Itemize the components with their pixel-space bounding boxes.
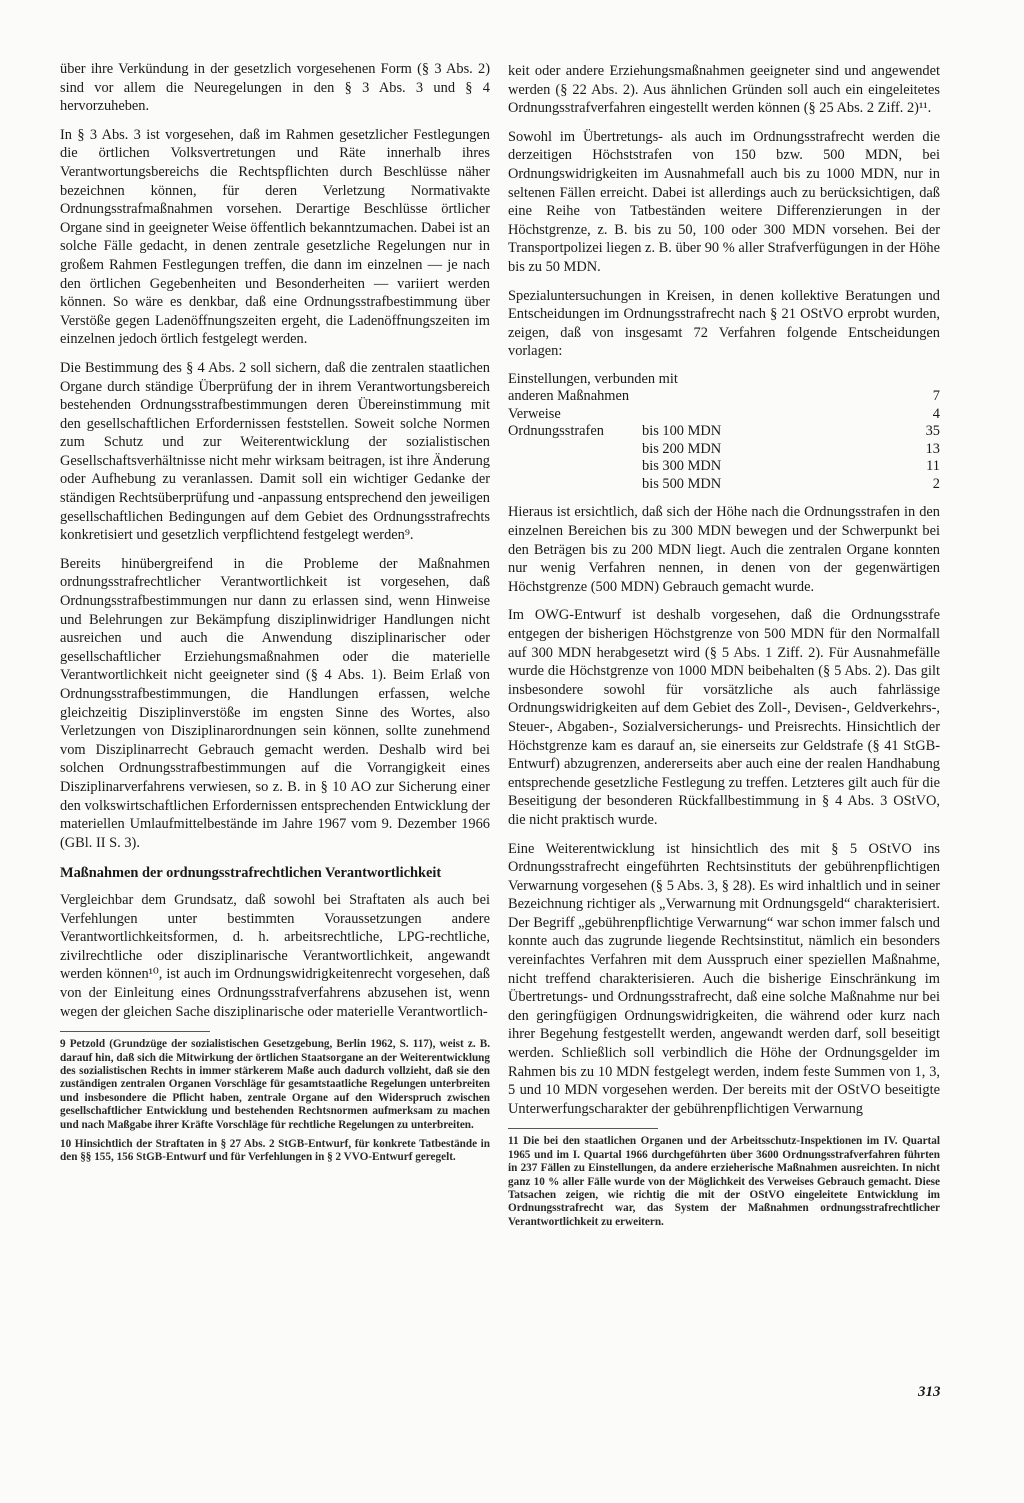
footnote-10: 10 Hinsichtlich der Straftaten in § 27 Abs. 2 StGB-Entwurf, für konkrete Tatbestände in den §§ 155, 156 StGB-Entwurf und für Verfehlungen in § 2 VVO-Entwurf geregelt. — [60, 1137, 490, 1164]
table-cell-range: bis 500 MDN — [642, 475, 722, 492]
paragraph: Hieraus ist ersichtlich, daß sich der Höhe nach die Ordnungsstrafen in den einzelnen Bereichen bis zu 300 MDN bewegen und der Schwerpunkt bei den Beträgen bis zu 200 MDN liegt. Auch die zentralen Organe konnten nur wenig Verfahren nennen, in denen von der gegenwärtigen Höchstgrenze (500 MDN) Gebrauch gemacht wurde. — [508, 504, 940, 595]
paragraph: Bereits hinübergreifend in die Probleme der Maßnahmen ordnungsstrafrechtlicher Verantwortlichkeit ist vorgesehen, daß Ordnungsstrafbestimmungen nur dann zu erlassen sind, wenn Hinweise und Belehrungen zur Bekämpfung disziplinwidriger Handlungen nicht ausreichen und auch die Anwendung disziplinarischer oder gesellschaftlicher Erziehungsmaßnahmen oder die materielle Verantwortlichkeit nicht geeigneter sind (§ 4 Abs. 1). Beim Erlaß von Ordnungsstrafbestimmungen, die Handlungen erfassen, welche gleichzeitig Disziplinverstöße im engsten Sinne des Wortes, also Verletzungen von Disziplinarordnungen sein können, sollte zunehmend vom Disziplinarrecht Gebrauch gemacht werden. Deshalb wird bei solchen Ordnungsstrafbestimmungen auf die Vorrangigkeit eines Disziplinarverfahrens verwiesen, so z. B. in § 10 AO zur Sicherung einer den volkswirtschaftlichen Erfordernissen entsprechenden Entwicklung der materiellen Umlaufmittelbestände im Jahre 1967 vom 9. Dezember 1966 (GBl. II S. 3). — [60, 555, 490, 851]
table-cell-count: 7 — [932, 388, 940, 405]
table-row — [508, 423, 940, 441]
footnote-divider — [60, 1031, 210, 1032]
table-cell-label: Ordnungsstrafen — [508, 423, 604, 440]
paragraph: Sowohl im Übertretungs- als auch im Ordnungsstrafrecht werden die derzeitigen Höchststrafen von 150 bzw. 500 MDN, bei Ordnungswidrigkeiten im Ausnahmefall auch bis zu 1000 MDN, nur in seltenen Fällen erreicht. Dabei ist allerdings auch zu berücksichtigen, daß eine Reihe von Tatbeständen weitere Differenzierungen in der Höchstgrenze, z. B. bis zu 50, 100 oder 300 MDN vorsehen. Bei der Transportpolizei liegen z. B. über 90 % aller Strafverfügungen in der Höhe bis zu 50 MDN. — [508, 128, 940, 275]
table-row — [508, 371, 940, 389]
table-cell-label — [508, 458, 642, 476]
table-cell-count: 2 — [932, 475, 940, 492]
table-cell-label: Verweise — [508, 405, 561, 422]
table-cell-count: 35 — [925, 423, 940, 440]
table-row — [508, 406, 940, 424]
table-cell-range: bis 300 MDN — [642, 458, 722, 475]
table-row — [508, 458, 940, 476]
paragraph: keit oder andere Erziehungsmaßnahmen geeigneter sind und angewendet werden (§ 22 Abs. 2). Aus ähnlichen Gründen soll auch ein eingeleitetes Ordnungsstrafverfahren eingestellt werden können (§ 25 Abs. 2 Ziff. 2)¹¹. — [508, 63, 940, 117]
footnote-9: 9 Petzold (Grundzüge der sozialistischen Gesetzgebung, Berlin 1962, S. 117), weist z. B. darauf hin, daß sich die Mitwirkung der örtlichen Staatsorgane an der Weiterentwicklung des sozialistischen Rechts in immer stärkerem Maße auch dadurch vollzieht, daß sie den zuständigen zentralen Organen Vorschläge für gesamtstaatliche Regelungen unterbreiten und insbesondere die Pflicht haben, zentrale Organe auf den Widerspruch zwischen gesellschaftlicher Entwicklung und bestehenden Rechtsnormen aufmerksam zu machen und nach Maßgabe ihrer Kräfte Vorschläge für rechtliche Regelungen zu unterbreiten. — [60, 1038, 490, 1131]
left-column — [60, 60, 490, 1171]
decisions-table — [508, 371, 940, 494]
table-row — [508, 388, 940, 406]
right-column — [508, 62, 940, 1235]
table-cell-label: Einstellungen, verbunden mit — [508, 370, 678, 387]
table-cell-range: bis 200 MDN — [642, 440, 722, 457]
footnote-11: 11 Die bei den staatlichen Organen und der Arbeitsschutz-Inspektionen im IV. Quartal 1965 und im I. Quartal 1966 durchgeführten über 3600 Ordnungsstrafverfahren führten in 237 Fällen zu Einstellungen, da andere erzieherische Maßnahmen ausreichten. In nicht ganz 10 % aller Fälle wurde von der Möglichkeit des Verweises Gebrauch gemacht. Diese Tatsachen zeigen, wie richtig die mit der OStVO eingeleitete Entwicklung im Ordnungsstrafrecht war, das System der Maßnahmen ordnungsstrafrechtlicher Verantwortlichkeit zu erweitern. — [508, 1135, 940, 1228]
paragraph: Die Bestimmung des § 4 Abs. 2 soll sichern, daß die zentralen staatlichen Organe durch ständige Überprüfung der in ihrem Verantwortungsbereich bestehenden Ordnungsstrafbestimmungen deren Übereinstimmung mit den gesellschaftlichen Erfordernissen feststellen. Soweit solche Normen zum Schutz und zur Weiterentwicklung der sozialistischen Gesellschaftsverhältnisse nicht mehr wirksam beitragen, ist ihre Änderung oder Aufhebung zu veranlassen. Damit soll ein wichtiger Gedanke der ständigen Rechtsüberprüfung und -anpassung entsprechend den jeweiligen gesellschaftlichen Bedingungen auf dem Gebiet des Ordnungsstrafrechts konkretisiert und gesetzlich verpflichtend festgelegt werden⁹. — [60, 359, 490, 544]
table-row — [508, 476, 940, 494]
section-heading: Maßnahmen der ordnungsstrafrechtlichen Verantwortlichkeit — [60, 865, 442, 882]
table-cell-count: 11 — [926, 458, 940, 475]
paragraph: über ihre Verkündung in der gesetzlich vorgesehenen Form (§ 3 Abs. 2) sind vor allem die Neuregelungen in den § 3 Abs. 3 und § 4 hervorzuheben. — [60, 61, 490, 115]
paragraph: In § 3 Abs. 3 ist vorgesehen, daß im Rahmen gesetzlicher Festlegungen die örtlichen Volksvertretungen und Räte innerhalb ihres Verantwortungsbereichs die Rechtspflichten durch Beschlüsse näher bezeichnen können, für deren Verletzung Normativakte Ordnungsstrafmaßnahmen vorsehen. Derartige Beschlüsse örtlicher Organe sind in geeigneter Weise öffentlich bekanntzumachen. Dabei ist an solche Fälle gedacht, in denen zentrale gesetzliche Regelungen nur in großem Rahmen Festlegungen treffen, die dann im einzelnen — je nach den örtlichen Gegebenheiten und Besonderheiten — variiert werden können. So wäre es denkbar, daß eine Ordnungsstrafbestimmung über Verstöße gegen Ladenöffnungszeiten ergeht, die Ladenöffnungszeiten im einzelnen jedoch örtlich festgelegt werden. — [60, 126, 490, 348]
table-cell-label — [508, 441, 642, 459]
paragraph: Eine Weiterentwicklung ist hinsichtlich des mit § 5 OStVO ins Ordnungsstrafrecht eingeführten Rechtsinstituts der gebührenpflichtigen Verwarnung vorgesehen (§ 5 Abs. 3, § 28). Es wird inhaltlich und in seiner Bezeichnung richtiger als „Verwarnung mit Ordnungsgeld“ charakterisiert. Der Begriff „gebührenpflichtige Verwarnung“ war schon immer falsch und konnte auch das zugrunde liegende Rechtsinstitut, nämlich ein besonders vereinfachtes Verfahren mit dem Ausspruch einer speziellen Maßnahme, nicht treffend charakterisieren. Auch die bisherige Einschränkung im Übertretungs- und Ordnungsstrafrecht, daß eine solche Maßnahme nur bei den geringfügigen Ordnungswidrigkeiten, die während oder kurz nach ihrer Begehung festgestellt werden, angewandt werden darf, soll beseitigt werden. Schließlich soll verbindlich die Höhe der Ordnungsgelder im Rahmen bis zu 10 MDN festgelegt werden, indem feste Summen von 1, 3, 5 und 10 MDN vorgesehen werden. Der bereits mit der OStVO beseitigte Unterwerfungscharakter der gebührenpflichtigen Verwarnung — [508, 840, 940, 1117]
table-cell-range: bis 100 MDN — [642, 423, 722, 440]
page-number: 313 — [918, 1384, 941, 1400]
table-cell-label: anderen Maßnahmen — [508, 388, 630, 405]
table-cell-count: 4 — [932, 405, 940, 422]
table-row — [508, 441, 940, 459]
paragraph: Vergleichbar dem Grundsatz, daß sowohl bei Straftaten als auch bei Verfehlungen unter bestimmten Voraussetzungen andere Verantwortlichkeitsformen, d. h. arbeitsrechtliche, LPG-rechtliche, zivilrechtliche oder disziplinarische Verantwortlichkeit, angewandt werden können¹⁰, ist auch im Ordnungswidrigkeitenrecht vorgesehen, daß von der Einleitung eines Ordnungsstrafverfahrens abzusehen ist, wenn wegen der gleichen Sache disziplinarische oder materielle Verantwortlich- — [60, 891, 490, 1020]
paragraph: Im OWG-Entwurf ist deshalb vorgesehen, daß die Ordnungsstrafe entgegen der bisherigen Höchstgrenze von 500 MDN für den Normalfall auf 300 MDN herabgesetzt wird (§ 5 Abs. 1 Ziff. 2). Für Ausnahmefälle wurde die Höchstgrenze von 1000 MDN beibehalten (§ 5 Abs. 2). Das gilt insbesondere sowohl für vorsätzliche als auch fahrlässige Ordnungswidrigkeiten auf dem Gebiet des Zoll-, Devisen-, Geldverkehrs-, Steuer-, Abgaben-, Sozialversicherungs- und Preisrechts. Hinsichtlich der Höchstgrenze kam es darauf an, sie einerseits zur Geldstrafe (§ 41 StGB-Entwurf) abzugrenzen, andererseits aber auch eine der realen Handhabung entsprechende gesetzliche Festlegung zu treffen. Letzteres gilt auch für die Beseitigung der besonderen Rückfallbestimmung in § 4 Abs. 3 OStVO, die nicht praktisch wurde. — [508, 607, 940, 828]
table-cell-count — [792, 371, 940, 389]
footnote-divider — [508, 1128, 658, 1129]
table-cell-count: 13 — [925, 440, 940, 457]
paragraph: Spezialuntersuchungen in Kreisen, in denen kollektive Beratungen und Entscheidungen im Ordnungsstrafrecht nach § 21 OStVO erprobt wurden, zeigen, daß von insgesamt 72 Verfahren folgende Entscheidungen vorlagen: — [508, 287, 940, 360]
table-cell-label — [508, 476, 642, 494]
